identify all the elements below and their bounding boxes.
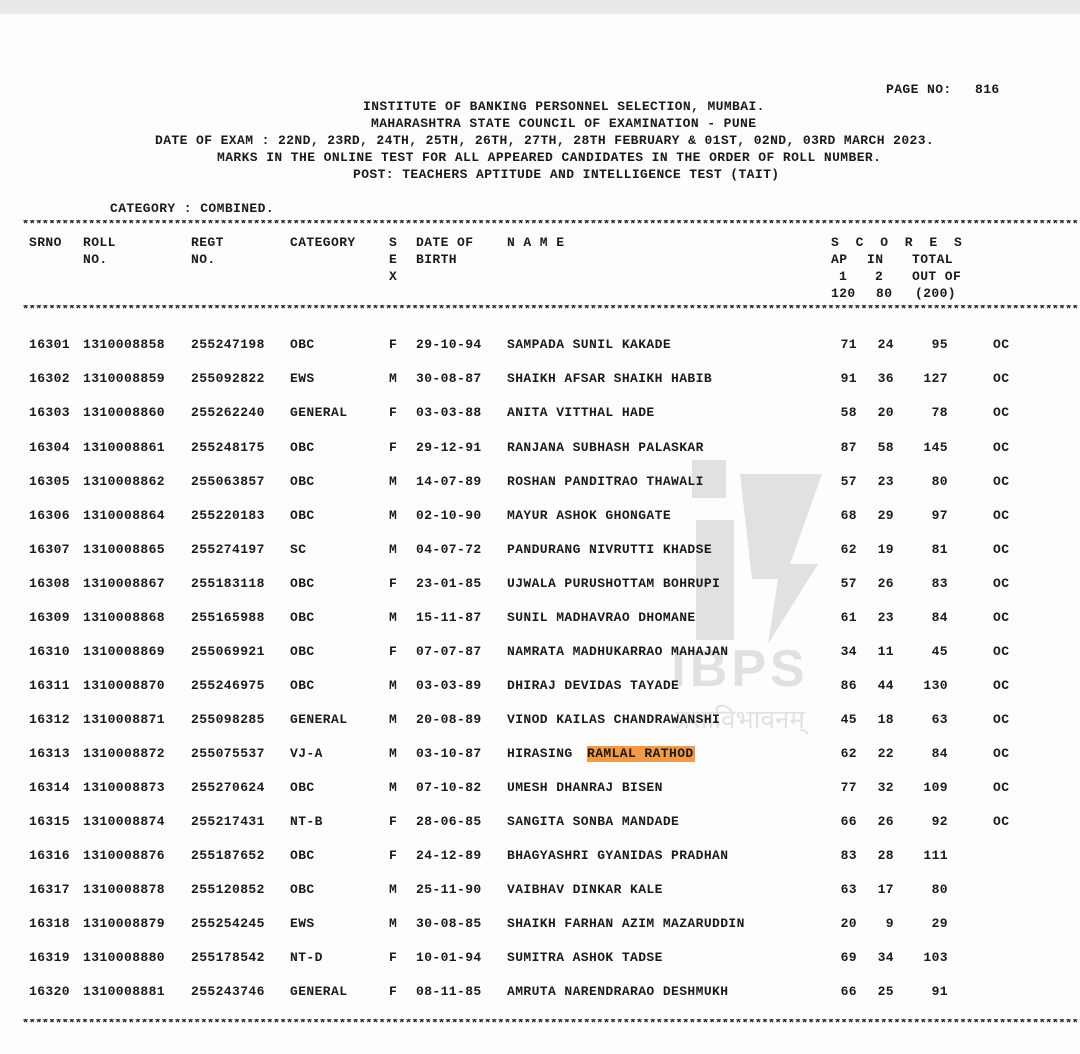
col-ap-max: 120 [831, 286, 856, 301]
col-roll-no: NO. [83, 252, 108, 267]
row-roll: 1310008869 [83, 644, 166, 659]
table-row [0, 950, 1080, 966]
row-srno: 16309 [29, 610, 71, 625]
row-flag: OC [993, 746, 1010, 761]
row-roll: 1310008871 [83, 712, 166, 727]
row-dob: 07-07-87 [416, 644, 482, 659]
row-regt: 255270624 [191, 780, 265, 795]
row-srno: 16318 [29, 916, 71, 931]
row-roll: 1310008874 [83, 814, 166, 829]
row-total: 78 [931, 405, 948, 420]
row-regt: 255247198 [191, 337, 265, 352]
table-row [0, 542, 1080, 558]
row-srno: 16306 [29, 508, 71, 523]
row-total: 91 [931, 984, 948, 999]
row-dob: 29-12-91 [416, 440, 482, 455]
row-name: NAMRATA MADHUKARRAO MAHAJAN [507, 644, 729, 659]
row-category: OBC [290, 337, 315, 352]
row-ap: 62 [840, 746, 857, 761]
row-category: OBC [290, 440, 315, 455]
row-total: 97 [931, 508, 948, 523]
row-roll: 1310008876 [83, 848, 166, 863]
col-category: CATEGORY [290, 235, 356, 250]
watermark-logo-text: IBPS [671, 640, 809, 698]
row-total: 45 [931, 644, 948, 659]
row-name: VINOD KAILAS CHANDRAWANSHI [507, 712, 721, 727]
row-srno: 16305 [29, 474, 71, 489]
header-council: MAHARASHTRA STATE COUNCIL OF EXAMINATION - PUNE [371, 116, 757, 131]
row-name: MAYUR ASHOK GHONGATE [507, 508, 672, 523]
row-name: UJWALA PURUSHOTTAM BOHRUPI [507, 576, 721, 591]
row-name-highlighted: RAMLAL RATHOD [587, 746, 694, 761]
table-row [0, 916, 1080, 932]
row-name: SHAIKH FARHAN AZIM MAZARUDDIN [507, 916, 745, 931]
row-total: 84 [931, 610, 948, 625]
row-regt: 255254245 [191, 916, 265, 931]
row-regt: 255248175 [191, 440, 265, 455]
row-srno: 16315 [29, 814, 71, 829]
row-ap: 20 [840, 916, 857, 931]
row-name: VAIBHAV DINKAR KALE [507, 882, 663, 897]
row-name: RANJANA SUBHASH PALASKAR [507, 440, 704, 455]
table-row [0, 576, 1080, 592]
separator-header: **************************************************************************************************************************************************************** [22, 305, 1079, 315]
row-sex: F [389, 848, 398, 863]
row-regt: 255220183 [191, 508, 265, 523]
row-srno: 16304 [29, 440, 71, 455]
row-category: OBC [290, 474, 315, 489]
row-in: 17 [877, 882, 894, 897]
col-in-max: 80 [876, 286, 893, 301]
row-flag: OC [993, 610, 1010, 625]
row-dob: 10-01-94 [416, 950, 482, 965]
col-ap-number: 1 [839, 269, 848, 284]
table-row [0, 474, 1080, 490]
col-in: IN [867, 252, 884, 267]
row-flag: OC [993, 337, 1010, 352]
row-total: 130 [923, 678, 948, 693]
table-row [0, 882, 1080, 898]
row-srno: 16313 [29, 746, 71, 761]
row-category: OBC [290, 848, 315, 863]
row-ap: 66 [840, 984, 857, 999]
row-sex: F [389, 814, 398, 829]
row-srno: 16303 [29, 405, 71, 420]
row-ap: 69 [840, 950, 857, 965]
row-total: 80 [931, 882, 948, 897]
row-sex: M [389, 780, 398, 795]
row-ap: 34 [840, 644, 857, 659]
row-category: OBC [290, 508, 315, 523]
row-category: GENERAL [290, 984, 348, 999]
page-label: PAGE NO: [886, 82, 952, 97]
row-ap: 86 [840, 678, 857, 693]
row-roll: 1310008872 [83, 746, 166, 761]
header-marks-info: MARKS IN THE ONLINE TEST FOR ALL APPEARED CANDIDATES IN THE ORDER OF ROLL NUMBER. [217, 150, 882, 165]
row-srno: 16319 [29, 950, 71, 965]
row-in: 29 [877, 508, 894, 523]
row-regt: 255274197 [191, 542, 265, 557]
row-roll: 1310008865 [83, 542, 166, 557]
row-in: 26 [877, 576, 894, 591]
row-regt: 255069921 [191, 644, 265, 659]
row-name: SAMPADA SUNIL KAKADE [507, 337, 672, 352]
col-total-out-of: OUT OF [912, 269, 962, 284]
row-roll: 1310008873 [83, 780, 166, 795]
row-dob: 29-10-94 [416, 337, 482, 352]
row-dob: 03-03-89 [416, 678, 482, 693]
row-regt: 255217431 [191, 814, 265, 829]
row-sex: F [389, 440, 398, 455]
row-srno: 16317 [29, 882, 71, 897]
row-dob: 02-10-90 [416, 508, 482, 523]
col-total-max: (200) [915, 286, 957, 301]
row-roll: 1310008878 [83, 882, 166, 897]
row-sex: M [389, 916, 398, 931]
col-sex-e: E [389, 252, 398, 267]
row-total: 111 [923, 848, 948, 863]
table-row [0, 440, 1080, 456]
row-roll: 1310008879 [83, 916, 166, 931]
col-name: N A M E [507, 235, 565, 250]
row-regt: 255187652 [191, 848, 265, 863]
row-ap: 57 [840, 576, 857, 591]
row-srno: 16320 [29, 984, 71, 999]
row-dob: 24-12-89 [416, 848, 482, 863]
row-flag: OC [993, 371, 1010, 386]
table-row-highlighted [0, 746, 1080, 762]
row-dob: 23-01-85 [416, 576, 482, 591]
row-regt: 255165988 [191, 610, 265, 625]
row-ap: 66 [840, 814, 857, 829]
row-category: EWS [290, 916, 315, 931]
row-roll: 1310008867 [83, 576, 166, 591]
row-category: NT-D [290, 950, 323, 965]
row-name: SUNIL MADHAVRAO DHOMANE [507, 610, 696, 625]
row-in: 36 [877, 371, 894, 386]
row-roll: 1310008860 [83, 405, 166, 420]
row-in: 25 [877, 984, 894, 999]
row-dob: 30-08-87 [416, 371, 482, 386]
row-sex: M [389, 474, 398, 489]
row-regt: 255243746 [191, 984, 265, 999]
row-regt: 255098285 [191, 712, 265, 727]
row-roll: 1310008864 [83, 508, 166, 523]
row-flag: OC [993, 440, 1010, 455]
row-sex: F [389, 984, 398, 999]
header-institute: INSTITUTE OF BANKING PERSONNEL SELECTION, MUMBAI. [363, 99, 765, 114]
row-sex: M [389, 542, 398, 557]
row-regt: 255246975 [191, 678, 265, 693]
row-in: 24 [877, 337, 894, 352]
row-category: OBC [290, 882, 315, 897]
row-total: 63 [931, 712, 948, 727]
row-regt: 255183118 [191, 576, 265, 591]
row-total: 80 [931, 474, 948, 489]
col-dob: DATE OF [416, 235, 474, 250]
row-name: SHAIKH AFSAR SHAIKH HABIB [507, 371, 713, 386]
row-in: 20 [877, 405, 894, 420]
row-flag: OC [993, 780, 1010, 795]
col-total: TOTAL [912, 252, 954, 267]
row-sex: F [389, 405, 398, 420]
row-sex: F [389, 950, 398, 965]
header-exam-dates: DATE OF EXAM : 22ND, 23RD, 24TH, 25TH, 26TH, 27TH, 28TH FEBRUARY & 01ST, 02ND, 03RD MARCH 2023. [155, 133, 935, 148]
row-ap: 57 [840, 474, 857, 489]
row-in: 11 [877, 644, 894, 659]
row-category: OBC [290, 678, 315, 693]
row-flag: OC [993, 644, 1010, 659]
table-row [0, 508, 1080, 524]
row-category: NT-B [290, 814, 323, 829]
row-dob: 03-10-87 [416, 746, 482, 761]
col-sex-x: X [389, 269, 398, 284]
row-name: PANDURANG NIVRUTTI KHADSE [507, 542, 713, 557]
table-row [0, 678, 1080, 694]
row-in: 28 [877, 848, 894, 863]
row-in: 9 [885, 916, 894, 931]
row-flag: OC [993, 508, 1010, 523]
row-total: 103 [923, 950, 948, 965]
row-dob: 07-10-82 [416, 780, 482, 795]
row-flag: OC [993, 712, 1010, 727]
row-in: 32 [877, 780, 894, 795]
row-sex: F [389, 644, 398, 659]
row-dob: 08-11-85 [416, 984, 482, 999]
row-regt: 255063857 [191, 474, 265, 489]
row-flag: OC [993, 474, 1010, 489]
row-ap: 91 [840, 371, 857, 386]
row-dob: 20-08-89 [416, 712, 482, 727]
row-roll: 1310008868 [83, 610, 166, 625]
table-row [0, 610, 1080, 626]
row-name: ROSHAN PANDITRAO THAWALI [507, 474, 704, 489]
row-name: UMESH DHANRAJ BISEN [507, 780, 663, 795]
row-srno: 16301 [29, 337, 71, 352]
col-roll: ROLL [83, 235, 116, 250]
row-regt: 255120852 [191, 882, 265, 897]
row-dob: 14-07-89 [416, 474, 482, 489]
row-in: 44 [877, 678, 894, 693]
row-name: ANITA VITTHAL HADE [507, 405, 655, 420]
row-srno: 16316 [29, 848, 71, 863]
row-total: 81 [931, 542, 948, 557]
row-sex: M [389, 678, 398, 693]
row-sex: M [389, 746, 398, 761]
row-in: 22 [877, 746, 894, 761]
row-regt: 255262240 [191, 405, 265, 420]
row-ap: 45 [840, 712, 857, 727]
row-in: 58 [877, 440, 894, 455]
row-srno: 16314 [29, 780, 71, 795]
row-srno: 16307 [29, 542, 71, 557]
col-regt-no: NO. [191, 252, 216, 267]
row-total: 95 [931, 337, 948, 352]
row-total: 29 [931, 916, 948, 931]
row-ap: 83 [840, 848, 857, 863]
row-ap: 71 [840, 337, 857, 352]
col-dob-birth: BIRTH [416, 252, 458, 267]
table-row [0, 984, 1080, 1000]
row-name: SUMITRA ASHOK TADSE [507, 950, 663, 965]
row-name: BHAGYASHRI GYANIDAS PRADHAN [507, 848, 729, 863]
separator-bottom: **************************************************************************************************************************************************************** [22, 1019, 1079, 1029]
row-name-first: HIRASING [507, 746, 573, 761]
row-category: GENERAL [290, 405, 348, 420]
table-row [0, 780, 1080, 796]
row-ap: 68 [840, 508, 857, 523]
row-total: 83 [931, 576, 948, 591]
row-category: OBC [290, 780, 315, 795]
row-roll: 1310008858 [83, 337, 166, 352]
row-srno: 16312 [29, 712, 71, 727]
row-dob: 04-07-72 [416, 542, 482, 557]
row-flag: OC [993, 814, 1010, 829]
row-category: OBC [290, 610, 315, 625]
table-row [0, 712, 1080, 728]
row-category: OBC [290, 644, 315, 659]
row-flag: OC [993, 405, 1010, 420]
row-dob: 30-08-85 [416, 916, 482, 931]
row-name: DHIRAJ DEVIDAS TAYADE [507, 678, 680, 693]
ibps-watermark-logo [640, 454, 840, 744]
table-row [0, 644, 1080, 660]
row-ap: 87 [840, 440, 857, 455]
row-in: 18 [877, 712, 894, 727]
results-sheet [0, 14, 1080, 1054]
col-in-number: 2 [875, 269, 884, 284]
row-ap: 77 [840, 780, 857, 795]
row-regt: 255092822 [191, 371, 265, 386]
watermark-tagline: प्रशाविभावनम् [675, 705, 805, 735]
row-dob: 15-11-87 [416, 610, 482, 625]
row-sex: M [389, 712, 398, 727]
row-regt: 255075537 [191, 746, 265, 761]
row-srno: 16310 [29, 644, 71, 659]
table-row [0, 337, 1080, 353]
row-total: 127 [923, 371, 948, 386]
row-total: 145 [923, 440, 948, 455]
row-category: VJ-A [290, 746, 323, 761]
col-scores-title: S C O R E S [831, 235, 963, 250]
header-post: POST: TEACHERS APTITUDE AND INTELLIGENCE TEST (TAIT) [353, 167, 780, 182]
row-name: AMRUTA NARENDRARAO DESHMUKH [507, 984, 729, 999]
row-dob: 25-11-90 [416, 882, 482, 897]
row-roll: 1310008880 [83, 950, 166, 965]
row-srno: 16302 [29, 371, 71, 386]
col-srno: SRNO [29, 235, 62, 250]
row-total: 109 [923, 780, 948, 795]
row-category: GENERAL [290, 712, 348, 727]
row-flag: OC [993, 576, 1010, 591]
row-srno: 16308 [29, 576, 71, 591]
row-category: SC [290, 542, 307, 557]
row-sex: M [389, 882, 398, 897]
row-total: 92 [931, 814, 948, 829]
row-roll: 1310008870 [83, 678, 166, 693]
col-sex-s: S [389, 235, 398, 250]
row-flag: OC [993, 542, 1010, 557]
row-category: OBC [290, 576, 315, 591]
row-sex: M [389, 371, 398, 386]
row-dob: 28-06-85 [416, 814, 482, 829]
row-sex: F [389, 337, 398, 352]
table-row [0, 814, 1080, 830]
row-roll: 1310008862 [83, 474, 166, 489]
table-row [0, 405, 1080, 421]
row-category: EWS [290, 371, 315, 386]
row-sex: F [389, 576, 398, 591]
row-srno: 16311 [29, 678, 71, 693]
col-ap: AP [831, 252, 848, 267]
row-sex: M [389, 610, 398, 625]
row-name: SANGITA SONBA MANDADE [507, 814, 680, 829]
table-row [0, 848, 1080, 864]
row-flag: OC [993, 678, 1010, 693]
row-sex: M [389, 508, 398, 523]
page-number: 816 [975, 82, 1000, 97]
row-roll: 1310008859 [83, 371, 166, 386]
row-dob: 03-03-88 [416, 405, 482, 420]
separator-top: **************************************************************************************************************************************************************** [22, 220, 1079, 230]
row-in: 34 [877, 950, 894, 965]
row-ap: 61 [840, 610, 857, 625]
category-line: CATEGORY : COMBINED. [110, 201, 275, 216]
row-in: 23 [877, 474, 894, 489]
row-ap: 63 [840, 882, 857, 897]
row-roll: 1310008861 [83, 440, 166, 455]
table-row [0, 371, 1080, 387]
row-total: 84 [931, 746, 948, 761]
row-ap: 58 [840, 405, 857, 420]
col-regt: REGT [191, 235, 224, 250]
row-ap: 62 [840, 542, 857, 557]
row-roll: 1310008881 [83, 984, 166, 999]
row-regt: 255178542 [191, 950, 265, 965]
row-in: 26 [877, 814, 894, 829]
row-in: 23 [877, 610, 894, 625]
row-in: 19 [877, 542, 894, 557]
